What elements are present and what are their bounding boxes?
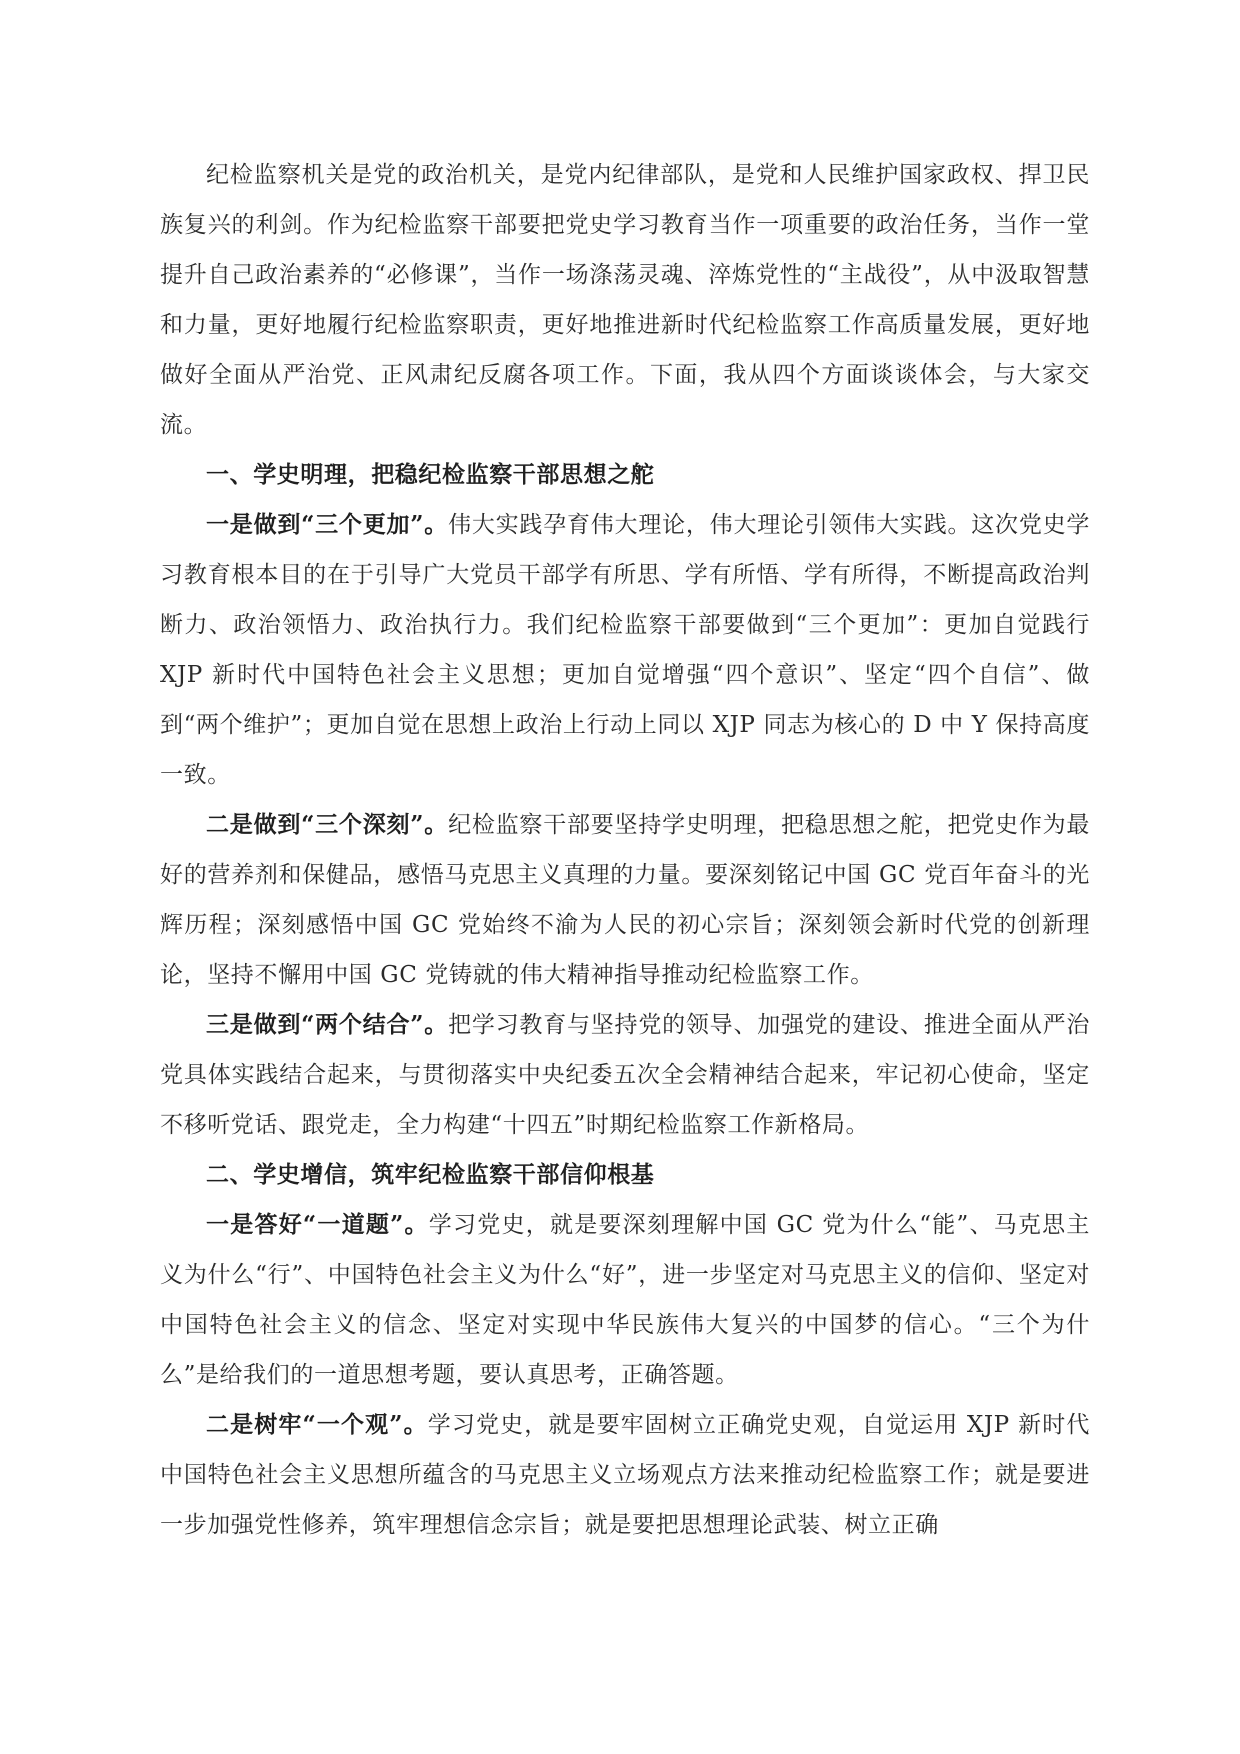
point-paragraph	[160, 1200, 1090, 1400]
section-heading-2: 二、学史增信，筑牢纪检监察干部信仰根基	[206, 1161, 655, 1188]
document-body	[160, 150, 1090, 1550]
point-lead: 一是做到“三个更加”。	[206, 511, 449, 538]
paragraph-text: 纪检监察机关是党的政治机关，是党内纪律部队，是党和人民维护国家政权、捍卫民族复兴的利剑。作为纪检监察干部要把党史学习教育当作一项重要的政治任务，当作一堂提升自己政治素养的“必修课”，当作一场涤荡灵魂、淬炼党性的“主战役”，从中汲取智慧和力量，更好地履行纪检监察职责，更好地推进新时代纪检监察工作高质量发展，更好地做好全面从严治党、正风肃纪反腐各项工作。下面，我从四个方面谈谈体会，与大家交流。	[160, 162, 1090, 438]
point-lead: 三是做到“两个结合”。	[206, 1011, 449, 1038]
paragraph-text: 把学习教育与坚持党的领导、加强党的建设、推进全面从严治党具体实践结合起来，与贯彻落实中央纪委五次全会精神结合起来，牢记初心使命，坚定不移听党话、跟党走，全力构建“十四五”时期纪检监察工作新格局。	[160, 1012, 1090, 1138]
paragraph-text: 纪检监察干部要坚持学史明理，把稳思想之舵，把党史作为最好的营养剂和保健品，感悟马克思主义真理的力量。要深刻铭记中国 GC 党百年奋斗的光辉历程；深刻感悟中国 GC 党始终不渝为人民的初心宗旨；深刻领会新时代党的创新理论，坚持不懈用中国 GC 党铸就的伟大精神指导推动纪检监察工作。	[160, 812, 1090, 988]
point-paragraph	[160, 1400, 1090, 1550]
point-paragraph	[160, 500, 1090, 800]
section-heading-1: 一、学史明理，把稳纪检监察干部思想之舵	[206, 461, 655, 488]
paragraph-text: 学习党史，就是要牢固树立正确党史观，自觉运用 XJP 新时代中国特色社会主义思想所蕴含的马克思主义立场观点方法来推动纪检监察工作；就是要进一步加强党性修养，筑牢理想信念宗旨；就是要把思想理论武装、树立正确	[160, 1412, 1090, 1538]
point-lead: 二是做到“三个深刻”。	[206, 811, 449, 838]
point-lead: 二是树牢“一个观”。	[206, 1411, 428, 1438]
paragraph-text: 学习党史，就是要深刻理解中国 GC 党为什么“能”、马克思主义为什么“行”、中国特色社会主义为什么“好”，进一步坚定对马克思主义的信仰、坚定对中国特色社会主义的信念、坚定对实现中华民族伟大复兴的中国梦的信心。“三个为什么”是给我们的一道思想考题，要认真思考，正确答题。	[160, 1212, 1090, 1388]
point-lead: 一是答好“一道题”。	[206, 1211, 429, 1238]
point-paragraph	[160, 1000, 1090, 1150]
point-paragraph	[160, 800, 1090, 1000]
intro-paragraph	[160, 150, 1090, 450]
paragraph-text: 伟大实践孕育伟大理论，伟大理论引领伟大实践。这次党史学习教育根本目的在于引导广大党员干部学有所思、学有所悟、学有所得，不断提高政治判断力、政治领悟力、政治执行力。我们纪检监察干部要做到“三个更加”：更加自觉践行 XJP 新时代中国特色社会主义思想；更加自觉增强“四个意识”、坚定“四个自信”、做到“两个维护”；更加自觉在思想上政治上行动上同以 XJP 同志为核心的 D 中 Y 保持高度一致。	[160, 512, 1090, 788]
